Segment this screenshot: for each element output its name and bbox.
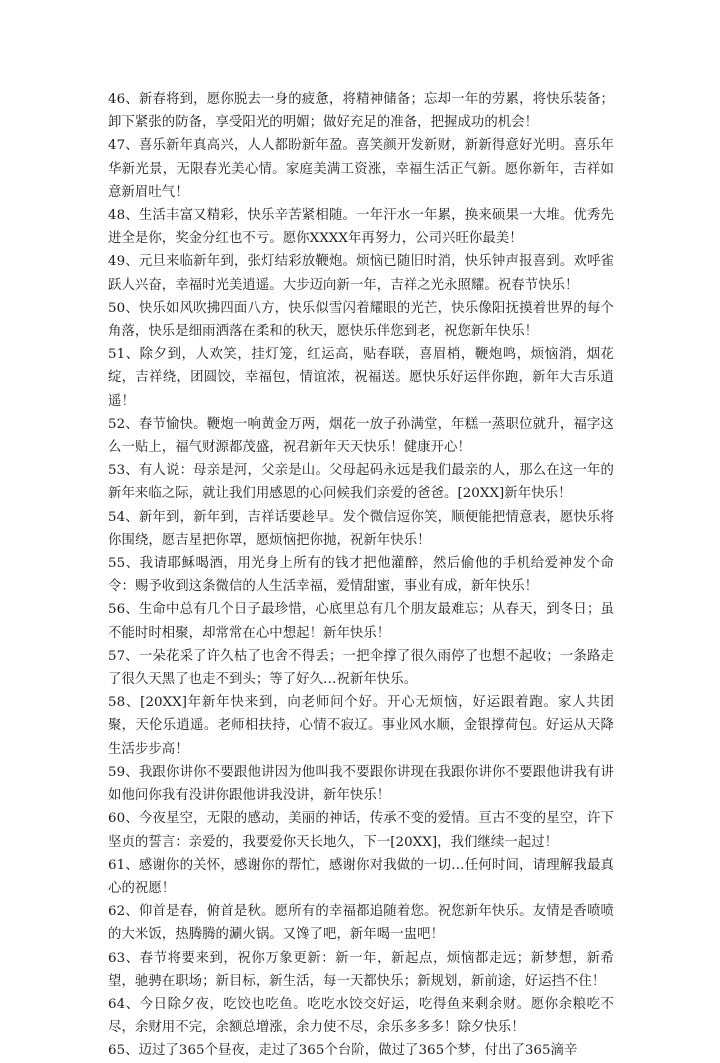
wish-entry-46: 46、新春将到，愿你脱去一身的疲惫，将精神储备；忘却一年的劳累，将快乐装备；卸下紧张的防备，享受阳光的明媚；做好充足的准备，把握成功的机会！ <box>108 92 614 131</box>
wish-entry-54: 54、新年到，新年到，吉祥话要趁早。发个微信逗你笑，顺便能把情意表，愿快乐将你围绕，愿吉星把你罩，愿烦恼把你抛，祝新年快乐！ <box>108 509 614 548</box>
wish-entry-60: 60、今夜星空，无限的感动，美丽的神话，传承不变的爱情。亘古不变的星空，许下坚贞的誓言：亲爱的，我要爱你天长地久，下一[20XX]，我们继续一起过！ <box>108 811 614 850</box>
wish-entry-50: 50、快乐如风吹拂四面八方，快乐似雪闪着耀眼的光芒，快乐像阳抚摸着世界的每个角落，快乐是细雨洒落在柔和的秋天，愿快乐伴您到老，祝您新年快乐！ <box>108 300 614 340</box>
wish-entry-58: 58、[20XX]年新年快来到，向老师问个好。开心无烦恼，好运跟着跑。家人共团聚，天伦乐逍遥。老师相扶持，心情不寂辽。事业风水顺，金银撑荷包。好运从天降生活步步高！ <box>108 695 614 757</box>
wish-entry-53: 53、有人说：母亲是河，父亲是山。父母起码永远是我们最亲的人，那么在这一年的新年来临之际，就让我们用感恩的心问候我们亲爱的爸爸。[20XX]新年快乐！ <box>108 463 614 502</box>
wish-entry-62: 62、仰首是春，俯首是秋。愿所有的幸福都追随着您。祝您新年快乐。友情是香喷喷的大米饭，热腾腾的涮火锅。又馋了吧，新年喝一盅吧！ <box>108 904 614 943</box>
wish-entry-52: 52、春节愉快。鞭炮一响黄金万两，烟花一放子孙满堂，年糕一蒸职位就升，福字这么一贴上，福气财源都茂盛，祝君新年天天快乐！健康开心！ <box>108 416 614 456</box>
wish-entry-48: 48、生活丰富又精彩，快乐辛苦紧相随。一年汗水一年累，换来硕果一大堆。优秀先进全是你，奖金分红也不亏。愿你XXXX年再努力，公司兴旺你最美！ <box>108 208 614 247</box>
wish-entry-47: 47、喜乐新年真高兴，人人都盼新年盈。喜笑颜开发新财，新新得意好光明。喜乐年华新光景，无限春光美心情。家庭美满工资涨，幸福生活正气新。愿你新年，吉祥如意新眉吐气！ <box>108 138 614 200</box>
wish-entry-55: 55、我请耶稣喝酒，用光身上所有的钱才把他灌醉，然后偷他的手机给爱神发个命令：赐予收到这条微信的人生活幸福，爱情甜蜜，事业有成，新年快乐！ <box>108 556 614 595</box>
document-page <box>108 88 614 1063</box>
wish-entry-59: 59、我跟你讲你不要跟他讲因为他叫我不要跟你讲现在我跟你讲你不要跟他讲我有讲如他问你我有没讲你跟他讲我没讲，新年快乐！ <box>108 764 614 804</box>
wish-entry-51: 51、除夕到，人欢笑，挂灯笼，红运高，贴春联，喜眉梢，鞭炮鸣，烦恼消，烟花绽，吉祥绕，团圆饺，幸福包，情谊浓，祝福送。愿快乐好运伴你跑，新年大吉乐逍遥！ <box>108 347 614 409</box>
wish-entry-63: 63、春节将要来到，祝你万象更新：新一年，新起点，烦恼都走远；新梦想，新希望，驰骋在职场；新目标，新生活，每一天都快乐；新规划，新前途，好运挡不住！ <box>108 950 614 989</box>
wish-entry-56: 56、生命中总有几个日子最珍惜，心底里总有几个朋友最难忘；从春天，到冬日；虽不能时时相聚，却常常在心中想起！新年快乐！ <box>108 602 614 641</box>
wish-entry-65: 65、迈过了365个昼夜，走过了365个台阶，做过了365个梦，付出了365滴辛 <box>108 1043 578 1059</box>
wish-entry-64: 64、今日除夕夜，吃饺也吃鱼。吃吃水饺交好运，吃得鱼来剩余财。愿你余粮吃不尽，余财用不完，余额总增涨，余力使不尽，余乐多多多！除夕快乐！ <box>108 996 614 1036</box>
wish-entry-57: 57、一朵花采了许久枯了也舍不得丢；一把伞撑了很久雨停了也想不起收；一条路走了很久天黑了也走不到头；等了好久…祝新年快乐。 <box>108 648 614 688</box>
wish-entry-61: 61、感谢你的关怀，感谢你的帮忙，感谢你对我做的一切…任何时间，请理解我最真心的祝愿！ <box>108 857 614 896</box>
wish-entry-49: 49、元旦来临新年到，张灯结彩放鞭炮。烦恼已随旧时消，快乐钟声报喜到。欢呼雀跃人兴奋，幸福时光美逍遥。大步迈向新一年，吉祥之光永照耀。祝春节快乐！ <box>108 254 614 293</box>
